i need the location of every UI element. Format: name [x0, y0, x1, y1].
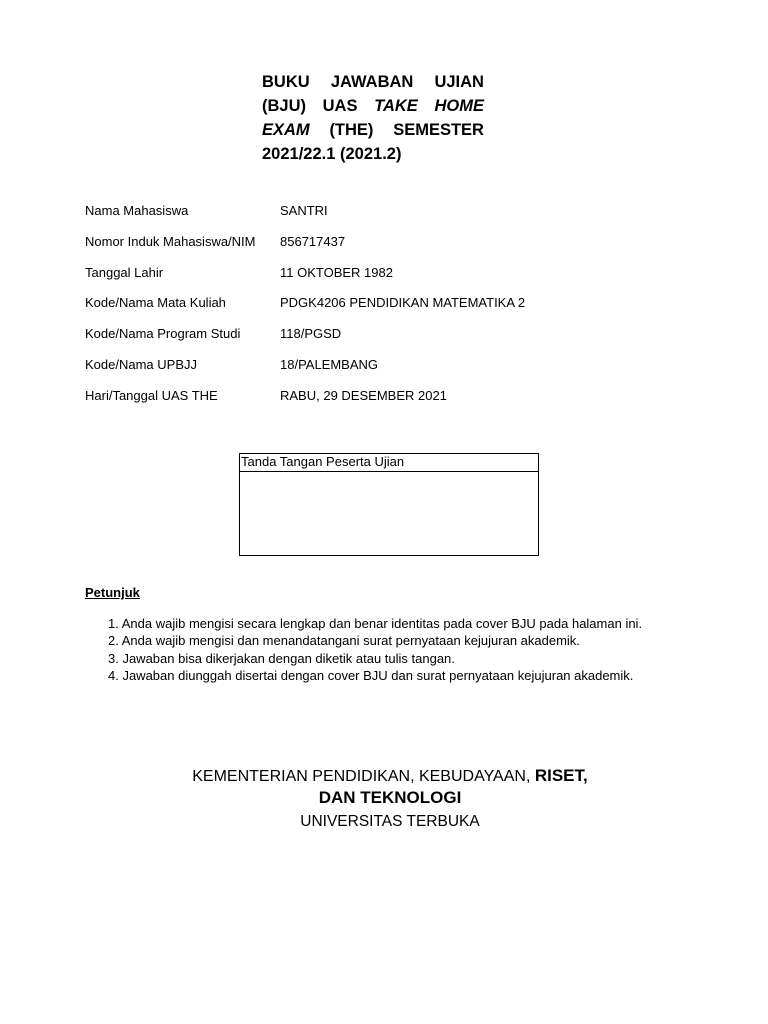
- identity-value: RABU, 29 DESEMBER 2021: [280, 387, 447, 403]
- ministry-line-2: DAN TEKNOLOGI: [318, 788, 462, 807]
- identity-value: SANTRI: [280, 203, 328, 218]
- title-word: UJIAN: [434, 73, 484, 91]
- identity-label: Kode/Nama Program Studi: [85, 326, 241, 342]
- signature-box: [239, 453, 539, 556]
- identity-label: Hari/Tanggal UAS THE: [85, 387, 218, 403]
- university-name: UNIVERSITAS TERBUKA: [300, 813, 480, 830]
- title-line-3: [262, 118, 484, 142]
- ministry-line: [0, 766, 768, 787]
- title-word: (BJU): [262, 97, 306, 115]
- identity-value: 18/PALEMBANG: [280, 356, 379, 372]
- instruction-item: 3. Jawaban bisa dikerjakan dengan diketik atau tulis tangan.: [108, 650, 455, 666]
- title-word-italic: EXAM: [262, 121, 310, 139]
- instructions-heading: Petunjuk: [85, 585, 140, 600]
- identity-label: Tanggal Lahir: [85, 264, 164, 280]
- title-word: SEMESTER: [393, 121, 484, 139]
- instructions-list: [108, 615, 642, 684]
- footer-institution: [0, 766, 768, 834]
- title-line-4: [262, 142, 484, 166]
- ministry-name: KEMENTERIAN PENDIDIKAN, KEBUDAYAAN,: [192, 768, 535, 785]
- signature-area[interactable]: [240, 472, 538, 556]
- title-line-2: [262, 94, 484, 118]
- identity-value: 856717437: [280, 233, 346, 249]
- title-line-1: [262, 70, 484, 94]
- title-semester: 2021/22.1 (2021.2): [262, 145, 402, 163]
- identity-label: Kode/Nama UPBJJ: [85, 356, 197, 372]
- title-word: JAWABAN: [330, 73, 414, 91]
- identity-label: Nomor Induk Mahasiswa/NIM: [85, 233, 256, 249]
- identity-label: Kode/Nama Mata Kuliah: [85, 295, 226, 311]
- identity-value: PDGK4206 PENDIDIKAN MATEMATIKA 2: [280, 295, 526, 311]
- title-word: UAS: [322, 97, 358, 115]
- identity-value: 118/PGSD: [280, 326, 342, 342]
- signature-header: Tanda Tangan Peserta Ujian: [240, 454, 538, 472]
- instruction-item: 2. Anda wajib mengisi dan menandatangani surat pernyataan kejujuran akademik.: [108, 633, 580, 649]
- title-word: BUKU: [262, 73, 310, 91]
- document-title: [262, 70, 484, 166]
- ministry-name-bold: RISET,: [534, 766, 588, 785]
- identity-label: Nama Mahasiswa: [85, 203, 189, 218]
- title-word: (THE): [329, 121, 374, 139]
- instruction-item: 4. Jawaban diunggah disertai dengan cover BJU dan surat pernyataan kejujuran akademik.: [108, 667, 634, 683]
- title-word-italic: HOME: [434, 97, 484, 115]
- identity-value: 11 OKTOBER 1982: [280, 264, 393, 280]
- title-word-italic: TAKE: [374, 97, 418, 115]
- instruction-item: 1. Anda wajib mengisi secara lengkap dan benar identitas pada cover BJU pada halaman ini.: [108, 616, 643, 631]
